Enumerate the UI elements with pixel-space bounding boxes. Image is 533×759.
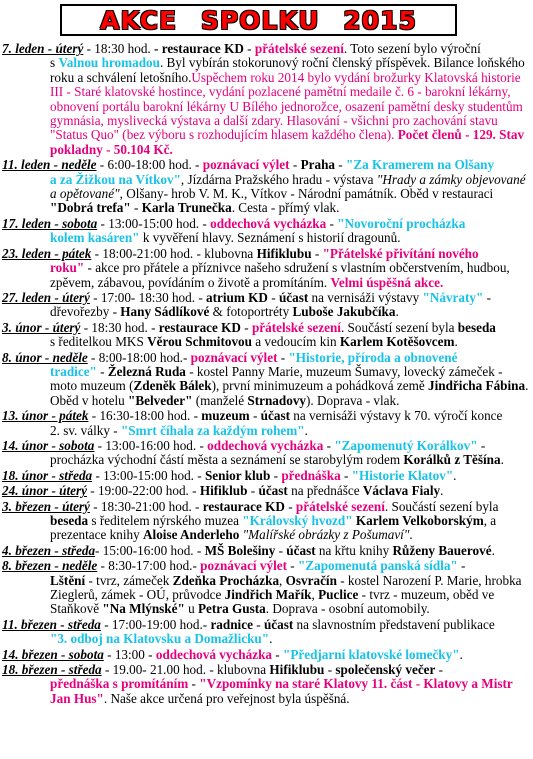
event-text: Karla Trunečka bbox=[141, 200, 232, 216]
event-text: Hifiklubu bbox=[269, 662, 325, 678]
event-text: - bbox=[199, 215, 211, 231]
event-entry bbox=[2, 439, 530, 468]
event-details bbox=[2, 305, 530, 319]
event-text: - 18:30 hod. bbox=[83, 41, 151, 56]
event-text: - bbox=[272, 646, 283, 662]
event-date: 3. únor - úterý bbox=[2, 319, 81, 335]
event-text: . Byl vybírán stokorunový roční členský příspěvek. Bilance loňského roku a schválení letošního. bbox=[50, 55, 525, 85]
event-text: k vyvěření hlavy. Seznámení s historií dragounů. bbox=[139, 230, 401, 246]
event-text: - 6:00-18:00 hod. bbox=[96, 157, 192, 173]
event-date: 14. březen - sobota bbox=[2, 646, 104, 662]
event-first-line bbox=[2, 157, 494, 172]
event-first-line bbox=[2, 617, 495, 632]
event-text: . Naše akce určená pro veřejnost byla úspěšná. bbox=[103, 690, 350, 706]
event-text: - bbox=[275, 542, 287, 558]
event-text: Puclice bbox=[318, 587, 359, 603]
event-text: Hany Sádlíkové bbox=[120, 304, 210, 320]
event-text: muzeum bbox=[201, 408, 250, 424]
event-text: - bbox=[477, 437, 486, 453]
event-text: - bbox=[188, 676, 200, 692]
event-text: - restaurace KD bbox=[150, 41, 244, 56]
event-text: Aloise Anderleho bbox=[143, 527, 240, 543]
event-entry bbox=[2, 500, 530, 543]
event-text: - bbox=[289, 157, 301, 173]
event-date: 14. únor - sobota bbox=[2, 437, 95, 453]
event-text: Petra Gusta bbox=[198, 601, 266, 617]
event-entry bbox=[2, 351, 530, 409]
event-text: - 17:00- 18:30 hod. - bbox=[89, 289, 207, 305]
event-details bbox=[2, 453, 530, 467]
event-text: - bbox=[335, 157, 346, 173]
event-text: Praha bbox=[300, 157, 335, 173]
event-entry bbox=[2, 559, 530, 617]
event-text: - bbox=[326, 215, 338, 231]
event-text: "Přátelské přivítání nového bbox=[322, 245, 479, 261]
event-text: atrium KD bbox=[206, 289, 268, 305]
event-text: radnice bbox=[210, 616, 253, 632]
event-details bbox=[2, 514, 530, 543]
event-text: roku" bbox=[50, 260, 85, 276]
event-text: "Zapomenutý Korálkov" bbox=[334, 437, 478, 453]
event-text: Luboše Jakubčíka bbox=[292, 304, 396, 320]
event-text: . bbox=[409, 527, 413, 543]
event-text: s bbox=[50, 55, 59, 71]
event-first-line bbox=[2, 558, 465, 573]
event-text: "Novoroční procházka bbox=[337, 215, 466, 231]
event-entry bbox=[2, 484, 530, 498]
event-text: - bbox=[323, 437, 335, 453]
event-text: . bbox=[491, 542, 495, 558]
event-date: 23. leden - pátek bbox=[2, 245, 92, 261]
event-text: (manželé bbox=[192, 392, 248, 408]
event-text: s ředitelem nýrského muzea bbox=[88, 513, 243, 528]
event-text: přednáška bbox=[281, 467, 341, 483]
event-first-line bbox=[2, 246, 479, 261]
event-text: . Oběd v hotelu bbox=[50, 378, 529, 408]
event-text: na přednášce bbox=[287, 483, 363, 499]
event-text: Zdeňka Procházka bbox=[172, 572, 280, 588]
event-text: , a prezentace knihy bbox=[50, 513, 497, 543]
event-details bbox=[2, 677, 530, 706]
event-text: . bbox=[453, 467, 457, 483]
event-date: 11. březen - středa bbox=[2, 616, 101, 632]
event-text: na slavnostním představení publikace bbox=[293, 616, 495, 632]
event-entry bbox=[2, 42, 530, 157]
event-entry bbox=[2, 291, 530, 320]
event-text: - 13:00-16:00 hod. - bbox=[94, 437, 208, 453]
event-entry bbox=[2, 648, 530, 662]
event-text: "Smrt číhala za každým rohem" bbox=[120, 422, 305, 438]
event-text: - bbox=[130, 200, 142, 216]
event-text: přednáška s promítáním bbox=[50, 676, 189, 692]
event-first-line bbox=[2, 216, 465, 231]
event-text: - kostel Narození P. Marie, hrobka Zieglerů, zámek - OÚ, průvodce bbox=[50, 572, 522, 603]
event-text: - bbox=[340, 467, 352, 483]
event-text: - bbox=[249, 408, 261, 424]
event-text: Korálků z Těšína bbox=[403, 452, 501, 468]
event-text: účast bbox=[260, 408, 290, 424]
event-text: "Hrady a zámky objevované a opětované" bbox=[50, 171, 526, 202]
event-details bbox=[2, 335, 530, 349]
event-text: , bbox=[279, 572, 286, 588]
event-entry bbox=[2, 247, 530, 290]
event-text: "Belveder" bbox=[128, 392, 193, 408]
event-text: "Historie, příroda a obnovené bbox=[288, 349, 458, 365]
event-text: - 13:00-15:00 hod. bbox=[97, 215, 200, 231]
event-text: - bbox=[311, 245, 323, 261]
event-text: - bbox=[457, 558, 466, 574]
event-text: - akce pro přátele a příznivce našeho sdružení s vlastním občerstvením, hudbou, zpěvem, zábavou, povídáním o životě a promítáním. bbox=[50, 260, 510, 290]
event-first-line bbox=[2, 483, 443, 498]
event-date: 8. únor - neděle bbox=[2, 349, 88, 365]
event-text: "Na Mlýnské" bbox=[102, 601, 185, 617]
event-text: "Historie Klatov" bbox=[351, 467, 454, 483]
event-details bbox=[2, 574, 530, 617]
event-text: . Součástí sezení byla bbox=[384, 498, 499, 514]
event-first-line bbox=[2, 647, 463, 662]
title-banner bbox=[60, 4, 457, 36]
event-first-line bbox=[2, 41, 481, 56]
event-text: restaurace KD bbox=[158, 319, 241, 335]
event-text: na vernisáži výstavy bbox=[308, 289, 423, 305]
event-text: , Olšany- hrob V. M. K., Vítkov - Národní památník. Oběd v restauraci bbox=[119, 186, 494, 202]
event-details bbox=[2, 231, 530, 245]
event-text: dřevořezby - bbox=[50, 304, 121, 320]
event-date: 4. březen - středa bbox=[2, 542, 96, 558]
event-text: - bbox=[324, 662, 336, 678]
event-date: 17. leden - sobota bbox=[2, 215, 98, 231]
event-text: MŠ Bolešiny bbox=[204, 542, 276, 558]
event-text: - bbox=[284, 498, 296, 514]
event-text: ), první minimuzeum a pohádková země bbox=[211, 378, 428, 394]
event-text: - tvrz, zámeček bbox=[85, 572, 173, 588]
event-text: Jindřich Mařík bbox=[224, 587, 312, 603]
event-text: - bbox=[483, 289, 492, 305]
event-text: . bbox=[440, 483, 444, 499]
event-text: - bbox=[96, 363, 108, 379]
event-date: 11. leden - neděle bbox=[2, 157, 97, 173]
event-text: . bbox=[459, 646, 463, 662]
event-date: 7. leden - úterý bbox=[2, 41, 84, 56]
event-entry bbox=[2, 158, 530, 216]
event-text: Karlem Kotěšovcem bbox=[339, 334, 455, 350]
event-text: - 13:00-15:00 hod. - bbox=[92, 467, 205, 483]
event-text: Růženy Bauerové bbox=[392, 542, 492, 558]
event-text: kolem kasáren" bbox=[50, 230, 140, 246]
event-text: Strnadovy bbox=[247, 392, 307, 408]
event-text: "Vzpomínky na staré Klatovy 11. část - Klatovy a Mistr Jan Hus" bbox=[50, 676, 513, 706]
event-text: - 19.00- 21.00 hod. - klubovna bbox=[101, 662, 270, 678]
event-text: . bbox=[500, 452, 504, 468]
event-text: - bbox=[247, 483, 259, 499]
event-text: "3. odboj na Klatovsku a Domažlicku" bbox=[50, 631, 270, 647]
event-text: . Doprava - osobní automobily. bbox=[265, 601, 430, 617]
event-text: přátelské sezení bbox=[251, 319, 341, 335]
event-text: Karlem Velkoborským bbox=[355, 513, 484, 528]
event-text: přátelské sezení bbox=[254, 41, 344, 56]
event-date: 18. březen - středa bbox=[2, 662, 102, 678]
event-text: . bbox=[269, 631, 273, 647]
events-list bbox=[2, 42, 530, 707]
event-text: - bbox=[191, 157, 203, 173]
event-text: Senior klub bbox=[204, 467, 271, 483]
event-text: - 18:00-21:00 hod. - klubovna bbox=[91, 245, 257, 261]
event-details bbox=[2, 173, 530, 216]
event-text: Věrou Schmitovou bbox=[147, 334, 252, 350]
event-text: 2. sv. války - bbox=[50, 422, 121, 438]
event-entry bbox=[2, 618, 530, 647]
event-text: u bbox=[184, 601, 198, 617]
event-text: "Zapomenutá panská sídla" bbox=[297, 558, 458, 574]
event-first-line bbox=[2, 320, 496, 335]
event-text: - bbox=[252, 616, 264, 632]
event-first-line bbox=[2, 350, 457, 365]
event-text: Úspěchem roku 2014 bylo vydání brožurky Klatovská historie III - Staré klatovské hostince, vydání pozlacené pamětní medaile č. 6 - barokní lékárny, obnovení portálu barokní lékárny U Bílého jednorožce, osazení pamětní desky studentům gymnásia, myslivecká výstava a další zdary. Hlasování - všichni pro zachování stavu "Status Quo" (bez výboru s rozhodujícím hlasem každého člena). bbox=[50, 69, 523, 143]
event-text: - 8:00-18:00 hod.- bbox=[87, 349, 191, 365]
event-entry bbox=[2, 217, 530, 246]
event-text: & fotoportréty bbox=[209, 304, 293, 320]
event-text: - kostel Panny Marie, muzeum Šumavy, lovecký zámeček - moto muzeum ( bbox=[50, 363, 503, 394]
event-text: - bbox=[267, 289, 279, 305]
event-text: Jindřicha Fábina bbox=[428, 378, 526, 394]
event-text: "Královský hvozd" bbox=[242, 513, 353, 528]
event-entry bbox=[2, 321, 530, 350]
event-text: - 16:30-18:00 hod. - bbox=[88, 408, 202, 424]
event-text: , bbox=[311, 587, 319, 603]
event-text: s ředitelkou MKS bbox=[50, 334, 148, 350]
event-text: na vernisáži výstavy k 70. výročí konce bbox=[289, 408, 503, 424]
event-text: . Součástí sezení byla bbox=[340, 319, 458, 335]
event-text: "Předjarní klatovské lomečky" bbox=[283, 646, 460, 662]
event-text: - 13:00 - bbox=[103, 646, 156, 662]
event-entry bbox=[2, 409, 530, 438]
event-text: beseda bbox=[457, 319, 496, 335]
event-date: 24. únor - úterý bbox=[2, 483, 87, 499]
event-text: Počet členů - 129. Stav pokladny - 50.104 Kč. bbox=[50, 127, 525, 157]
event-text: poznávací výlet bbox=[200, 558, 287, 574]
event-text: - 17:00-19:00 hod.- bbox=[100, 616, 211, 632]
event-text: , Jízdárna Pražského hradu - výstava bbox=[180, 171, 377, 187]
page-title: AKCE SPOLKU 2015 bbox=[100, 5, 417, 35]
event-text: - bbox=[286, 558, 298, 574]
event-text: ). Doprava - vlak. bbox=[306, 392, 400, 408]
event-text: Valnou hromadou bbox=[58, 55, 160, 71]
event-text: - bbox=[435, 662, 444, 678]
event-text: - 15:00-16:00 hod. - bbox=[95, 542, 205, 558]
event-text: beseda bbox=[50, 513, 89, 528]
event-details bbox=[2, 365, 530, 408]
event-text: Hifiklub bbox=[199, 483, 248, 499]
event-text: společenský večer bbox=[335, 662, 436, 678]
event-first-line bbox=[2, 543, 495, 558]
event-text: přátelské sezení bbox=[295, 498, 385, 514]
event-text: oddechová vycházka bbox=[207, 437, 324, 453]
event-text: . Cesta - přímý vlak. bbox=[231, 200, 340, 216]
event-text: Zdeněk Bálek bbox=[133, 378, 212, 394]
event-text: oddechová vycházka bbox=[155, 646, 272, 662]
event-text: - bbox=[240, 319, 252, 335]
event-text: . Toto sezení bylo výroční bbox=[343, 41, 481, 56]
event-date: 13. únor - pátek bbox=[2, 408, 89, 424]
event-text: Václava Fialy bbox=[362, 483, 441, 499]
event-details bbox=[2, 632, 530, 646]
event-text: a vedoucím kin bbox=[251, 334, 340, 350]
event-text: restaurace KD bbox=[202, 498, 285, 514]
event-text: účast bbox=[263, 616, 294, 632]
event-text: poznávací výlet bbox=[190, 349, 278, 365]
event-text: Osvračín bbox=[285, 572, 337, 588]
event-text: - bbox=[243, 41, 255, 56]
event-first-line bbox=[2, 408, 502, 423]
event-text: - tvrz - muzeum, oběd ve Staňkově bbox=[50, 587, 495, 617]
event-text: - bbox=[270, 467, 282, 483]
event-date: 8. březen - neděle bbox=[2, 558, 98, 574]
event-text: "Malířské obrázky z Pošumaví" bbox=[242, 527, 410, 543]
event-text: tradice" bbox=[50, 363, 97, 379]
event-date: 18. únor - středa bbox=[2, 467, 93, 483]
event-details bbox=[2, 56, 530, 157]
event-text: poznávací výlet bbox=[202, 157, 290, 173]
event-text: účast bbox=[286, 542, 316, 558]
event-entry bbox=[2, 469, 530, 483]
event-details bbox=[2, 261, 530, 290]
event-entry bbox=[2, 544, 530, 558]
event-text: na křtu knihy bbox=[315, 542, 393, 558]
event-text: - 8:30-17:00 hod.- bbox=[97, 558, 201, 574]
event-text: - 18:30 hod. - bbox=[80, 319, 159, 335]
event-date: 27. leden - úterý bbox=[2, 289, 90, 305]
event-text: oddechová vycházka bbox=[210, 215, 327, 231]
event-text: . bbox=[304, 422, 308, 438]
event-text: . bbox=[454, 334, 458, 350]
event-date: 3. březen - úterý bbox=[2, 498, 90, 514]
event-text: a za Žižkou na Vítkov" bbox=[50, 171, 181, 187]
event-text: účast bbox=[258, 483, 288, 499]
event-details bbox=[2, 424, 530, 438]
event-first-line bbox=[2, 499, 498, 514]
event-entry bbox=[2, 663, 530, 706]
event-text: účast bbox=[278, 289, 309, 305]
event-text: Velmi úspěšná akce. bbox=[330, 274, 444, 290]
event-first-line bbox=[2, 662, 443, 677]
event-text: - bbox=[277, 349, 289, 365]
event-first-line bbox=[2, 290, 491, 305]
event-text: . bbox=[395, 304, 399, 320]
event-first-line bbox=[2, 438, 485, 453]
event-text: Železná Ruda bbox=[107, 363, 186, 379]
event-text: Hifiklubu bbox=[256, 245, 312, 261]
event-text: "Návraty" bbox=[422, 289, 484, 305]
event-text: "Za Kramerem na Olšany bbox=[346, 157, 495, 173]
event-text: "Dobrá trefa" bbox=[50, 200, 131, 216]
event-text: - 19:00-22:00 hod. - bbox=[87, 483, 200, 499]
event-text: procházka východní částí města a seznámení se starobylým rodem bbox=[50, 452, 404, 468]
event-text: Lštění bbox=[50, 572, 86, 588]
event-first-line bbox=[2, 468, 456, 483]
event-text: - 18:30-21:00 hod. - bbox=[89, 498, 203, 514]
